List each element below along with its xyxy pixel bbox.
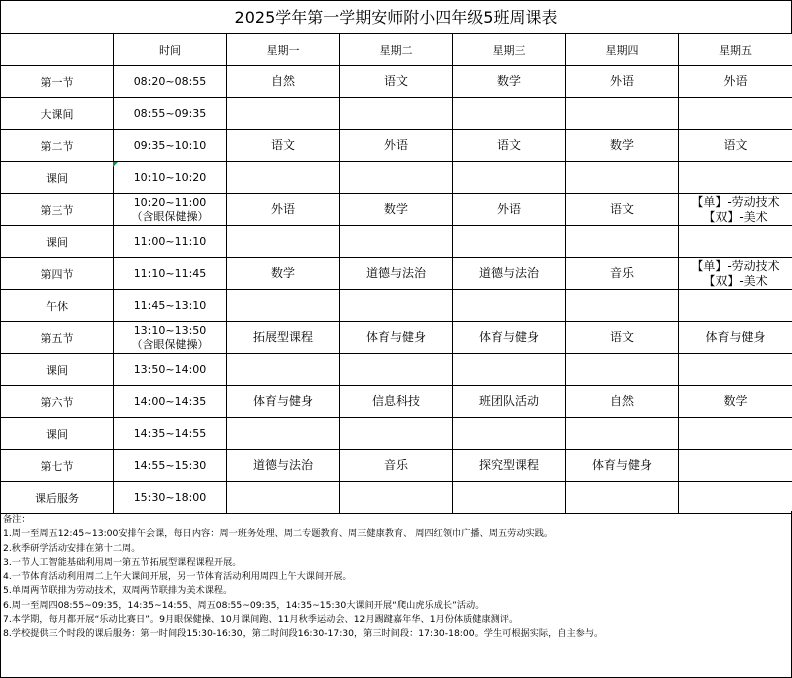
subject-cell — [679, 226, 792, 258]
subject-cell — [340, 194, 453, 226]
subject-cell — [679, 194, 792, 226]
subject-cell — [453, 322, 566, 354]
subject-text: 体育与健身 — [252, 394, 313, 408]
subject-cell — [227, 226, 340, 258]
time-text: 14:55~15:30 — [133, 458, 207, 472]
time-text: 14:00~14:35 — [133, 394, 207, 408]
header-day: 星期二 — [340, 34, 453, 66]
subject-text: 【单】-劳动技术 — [691, 258, 780, 273]
subject-cell — [453, 130, 566, 162]
header-day: 星期四 — [566, 34, 679, 66]
time-text: 15:30~18:00 — [133, 490, 207, 504]
subject-cell — [340, 258, 453, 290]
period-label: 第三节 — [1, 194, 114, 226]
subject-text: 体育与健身 — [705, 330, 766, 344]
subject-cell — [227, 482, 340, 514]
subject-cell — [679, 290, 792, 322]
notes-heading: 备注： — [3, 514, 31, 525]
timetable-row — [1, 386, 792, 418]
timetable-row — [1, 194, 792, 226]
subject-cell — [340, 66, 453, 98]
subject-cell — [227, 66, 340, 98]
subject-text: 数学 — [609, 138, 634, 152]
subject-text: 自然 — [270, 74, 295, 88]
period-label: 大课间 — [1, 98, 114, 130]
subject-cell — [340, 386, 453, 418]
subject-cell — [227, 130, 340, 162]
period-label: 第五节 — [1, 322, 114, 354]
subject-cell — [566, 482, 679, 514]
subject-text: 体育与健身 — [365, 330, 426, 344]
subject-cell — [566, 418, 679, 450]
subject-cell — [340, 98, 453, 130]
time-cell — [114, 98, 227, 130]
note-item: 1.周一至周五12:45~13:00安排午会课，每日内容：周一班务处理、周二专题教育、周三健康教育、 周四红领巾广播、周五劳动实践。 — [3, 528, 554, 540]
subject-text: 语文 — [609, 202, 634, 216]
header-time: 时间 — [114, 34, 227, 66]
time-text: 13:50~14:00 — [133, 362, 207, 376]
subject-text: 语文 — [383, 74, 408, 88]
subject-text: 语文 — [723, 138, 748, 152]
subject-text: 外语 — [270, 202, 295, 216]
time-cell — [114, 258, 227, 290]
timetable-row — [1, 130, 792, 162]
time-cell — [114, 130, 227, 162]
subject-text: 语文 — [496, 138, 521, 152]
subject-cell — [227, 98, 340, 130]
time-cell — [114, 386, 227, 418]
subject-cell — [227, 418, 340, 450]
time-text: 08:20~08:55 — [133, 74, 207, 88]
period-label: 午休 — [1, 290, 114, 322]
time-cell — [114, 226, 227, 258]
subject-cell — [340, 354, 453, 386]
subject-text: 数学 — [723, 394, 748, 408]
subject-text: 道德与法治 — [365, 266, 426, 280]
subject-text: 外语 — [383, 138, 408, 152]
time-cell — [114, 322, 227, 354]
subject-cell — [227, 258, 340, 290]
note-item: 7.本学期，每月都开展“乐动比赛日”。9月眼保健操、10月课间跑、11月秋季运动会、12月踢踺嘉年华、1月份体质健康测评。 — [3, 614, 519, 626]
subject-text: 语文 — [270, 138, 295, 152]
subject-cell — [566, 162, 679, 194]
time-cell — [114, 354, 227, 386]
time-cell — [114, 418, 227, 450]
period-label: 课间 — [1, 418, 114, 450]
timetable-row — [1, 66, 792, 98]
period-label: 第六节 — [1, 386, 114, 418]
subject-cell — [453, 98, 566, 130]
subject-cell — [227, 354, 340, 386]
time-text: 14:35~14:55 — [133, 426, 207, 440]
time-text: 11:10~11:45 — [133, 266, 207, 280]
subject-cell — [227, 386, 340, 418]
time-text: 10:10~10:20 — [133, 170, 207, 184]
subject-cell — [340, 226, 453, 258]
subject-cell — [566, 450, 679, 482]
timetable-row — [1, 322, 792, 354]
period-label: 第七节 — [1, 450, 114, 482]
time-text: 10:20~11:00 — [133, 195, 207, 209]
subject-cell — [679, 450, 792, 482]
subject-text: 【单】-劳动技术 — [691, 194, 780, 209]
period-label: 第二节 — [1, 130, 114, 162]
subject-cell — [679, 386, 792, 418]
subject-text: 外语 — [723, 74, 748, 88]
subject-cell — [227, 162, 340, 194]
subject-cell — [679, 354, 792, 386]
subject-text: 班团队活动 — [478, 394, 539, 408]
subject-cell — [453, 258, 566, 290]
timetable-row — [1, 162, 792, 194]
subject-cell — [679, 418, 792, 450]
subject-cell — [453, 450, 566, 482]
timetable-row — [1, 482, 792, 514]
header-row — [1, 34, 792, 66]
subject-text: 外语 — [609, 74, 634, 88]
timetable-row — [1, 354, 792, 386]
subject-text: 拓展型课程 — [252, 330, 313, 344]
timetable-row — [1, 418, 792, 450]
subject-text: 数学 — [496, 74, 521, 88]
time-text: （含眼保健操） — [131, 209, 209, 223]
timetable-row — [1, 258, 792, 290]
timetable — [0, 33, 792, 514]
subject-cell — [679, 66, 792, 98]
subject-cell — [679, 162, 792, 194]
subject-cell — [227, 194, 340, 226]
subject-cell — [227, 450, 340, 482]
subject-cell — [227, 290, 340, 322]
subject-cell — [566, 130, 679, 162]
subject-cell — [340, 450, 453, 482]
subject-cell — [566, 194, 679, 226]
subject-cell — [340, 290, 453, 322]
subject-cell — [679, 130, 792, 162]
note-item: 6.周一至周四08:55~09:35，14:35~14:55、周五08:55~09:35，14:35~15:30大课间开展“爬山虎乐成长”活动。 — [3, 599, 485, 611]
time-cell — [114, 450, 227, 482]
subject-text: 体育与健身 — [591, 458, 652, 472]
subject-cell — [453, 418, 566, 450]
subject-cell — [453, 194, 566, 226]
period-label: 第四节 — [1, 258, 114, 290]
time-text: 09:35~10:10 — [133, 138, 207, 152]
subject-cell — [566, 66, 679, 98]
time-text: （含眼保健操） — [131, 337, 209, 351]
subject-text: 外语 — [496, 202, 521, 216]
time-cell — [114, 194, 227, 226]
note-item: 8.学校提供三个时段的课后服务：第一时间段15:30-16:30，第二时间段16:30-17:30，第三时间段：17:30-18:00。学生可根据实际，自主参与。 — [3, 628, 604, 640]
subject-cell — [566, 354, 679, 386]
subject-text: 自然 — [609, 394, 634, 408]
header-corner — [1, 34, 114, 66]
timetable-row — [1, 226, 792, 258]
note-item: 2.秋季研学活动安排在第十二周。 — [3, 542, 141, 554]
subject-cell — [340, 130, 453, 162]
period-label: 第一节 — [1, 66, 114, 98]
subject-cell — [679, 98, 792, 130]
timetable-row — [1, 450, 792, 482]
subject-cell — [453, 386, 566, 418]
subject-text: 信息科技 — [371, 394, 420, 408]
page-title: 2025学年第一学期安师附小四年级5班周课表 — [0, 0, 792, 33]
subject-cell — [340, 162, 453, 194]
subject-cell — [679, 322, 792, 354]
subject-cell — [340, 418, 453, 450]
subject-cell — [566, 322, 679, 354]
subject-text: 音乐 — [609, 266, 634, 280]
timetable-row — [1, 98, 792, 130]
subject-cell — [566, 98, 679, 130]
subject-cell — [453, 290, 566, 322]
subject-cell — [566, 386, 679, 418]
header-day: 星期五 — [679, 34, 792, 66]
subject-text: 体育与健身 — [478, 330, 539, 344]
subject-text: 探究型课程 — [478, 458, 539, 472]
header-day: 星期三 — [453, 34, 566, 66]
notes-section — [0, 511, 792, 678]
subject-cell — [453, 226, 566, 258]
subject-text: 数学 — [383, 202, 408, 216]
note-item: 5.单周两节联排为劳动技术，双周两节联排为美术课程。 — [3, 585, 233, 597]
time-text: 11:45~13:10 — [133, 298, 207, 312]
header-day: 星期一 — [227, 34, 340, 66]
note-item: 4.一节体育活动利用周二上午大课间开展，另一节体育活动利用周四上午大课间开展。 — [3, 571, 352, 583]
time-cell — [114, 66, 227, 98]
subject-cell — [340, 482, 453, 514]
time-cell — [114, 482, 227, 514]
subject-text: 语文 — [609, 330, 634, 344]
subject-cell — [227, 322, 340, 354]
subject-cell — [340, 322, 453, 354]
time-cell — [114, 290, 227, 322]
time-text: 08:55~09:35 — [133, 106, 207, 120]
time-text: 11:00~11:10 — [133, 234, 207, 248]
cell-comment-marker — [113, 162, 118, 167]
subject-text: 道德与法治 — [478, 266, 539, 280]
subject-text: 【双】-美术 — [703, 273, 768, 288]
subject-text: 道德与法治 — [252, 458, 313, 472]
note-item: 3.一节人工智能基础利用周一第五节拓展型课程课程开展。 — [3, 556, 242, 568]
subject-cell — [453, 162, 566, 194]
period-label: 课间 — [1, 354, 114, 386]
subject-text: 音乐 — [383, 458, 408, 472]
timetable-row — [1, 290, 792, 322]
subject-text: 数学 — [270, 266, 295, 280]
subject-cell — [679, 482, 792, 514]
subject-cell — [566, 290, 679, 322]
subject-cell — [566, 226, 679, 258]
period-label: 课间 — [1, 162, 114, 194]
subject-text: 【双】-美术 — [703, 209, 768, 224]
period-label: 课间 — [1, 226, 114, 258]
subject-cell — [566, 258, 679, 290]
subject-cell — [453, 66, 566, 98]
time-cell — [114, 162, 227, 194]
subject-cell — [453, 482, 566, 514]
subject-cell — [453, 354, 566, 386]
subject-cell — [679, 258, 792, 290]
period-label: 课后服务 — [1, 482, 114, 514]
time-text: 13:10~13:50 — [133, 323, 207, 337]
